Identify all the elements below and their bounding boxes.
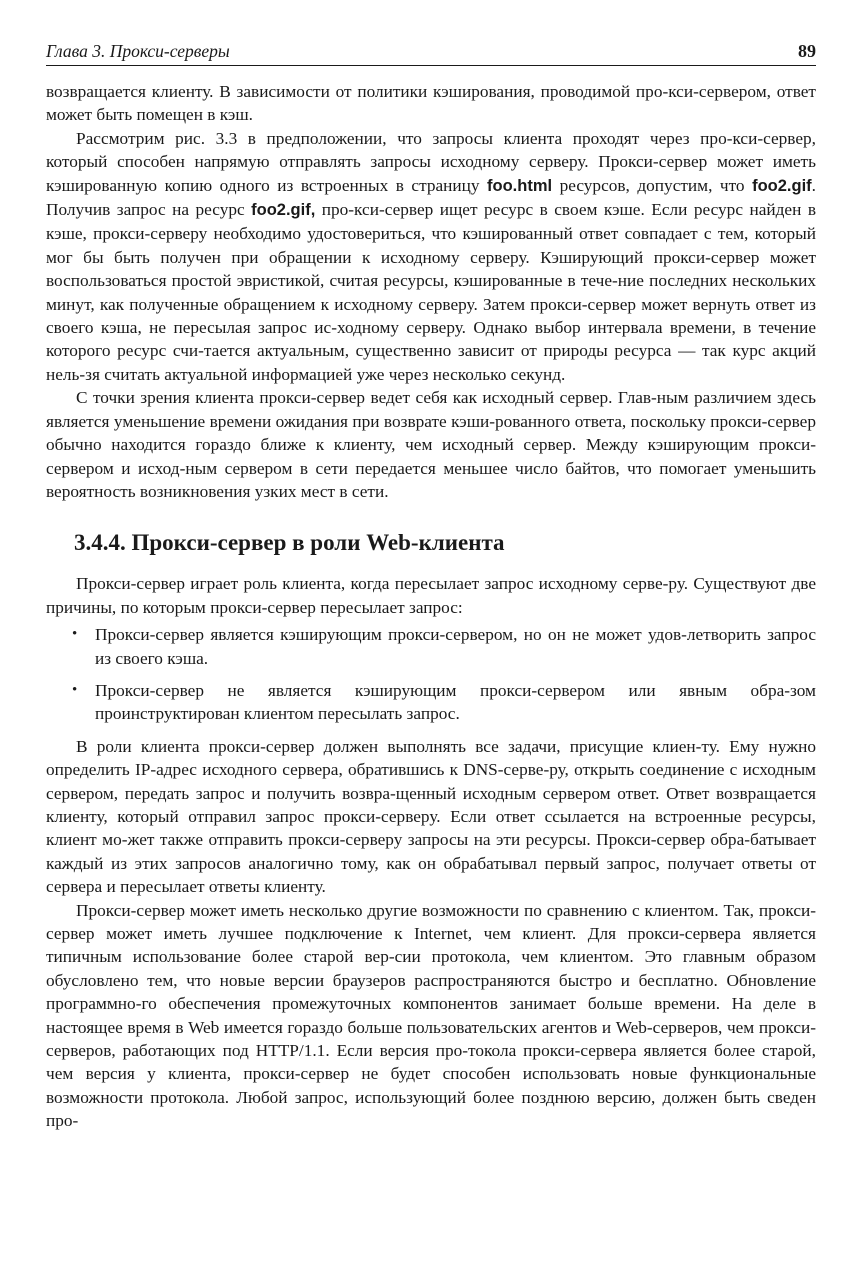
paragraph-text: ресурсов, допустим, что: [552, 175, 753, 195]
paragraph-cache-example: [46, 127, 816, 386]
paragraph-capabilities: Прокси-сервер может иметь несколько другие возможности по сравнению с клиентом. Так, прокси-сервер может иметь лучшее подключение к Internet, чем клиент. Для прокси-сервера является типичным использование более старой вер-сии протокола, чем клиентом. Это главным образом обусловлено тем, что новые версии браузеров распространяются быстро и бесплатно. Обновление программно-го обеспечения промежуточных компонентов занимает больше времени. На деле в настоящее время в Web имеется гораздо больше пользовательских агентов и Web-серверов, чем прокси-серверов, работающих под HTTP/1.1. Если версия про-токола прокси-сервера является более старой, чем версия у клиента, прокси-сервер не будет способен использовать новые функциональные возможности протокола. Любой запрос, использующий более позднюю версию, должен быть сведен про-: [46, 900, 816, 1131]
filename-foo-html: foo.html: [487, 176, 553, 195]
book-page: [46, 36, 816, 1133]
page-body: [46, 80, 816, 1133]
section-heading: 3.4.4. Прокси-сервер в роли Web-клиента: [74, 530, 505, 556]
paragraph-text: . Получив запрос на ресурс: [46, 175, 816, 220]
page-number: 89: [798, 41, 816, 61]
list-item-text: Прокси-сервер не является кэширующим прокси-сервером или явным обра-зом проинструктирован клиентом пересылать запрос.: [95, 680, 816, 724]
paragraph-continuation: возвращается клиенту. В зависимости от политики кэширования, проводимой про-кси-сервером, ответ может быть помещен в кэш.: [46, 82, 816, 125]
bullet-list: [46, 623, 816, 726]
filename-foo2-gif-2: foo2.gif,: [251, 201, 316, 220]
paragraph-client-view: С точки зрения клиента прокси-сервер ведет себя как исходный сервер. Глав-ным различием здесь является уменьшение времени ожидания при возврате кэши-рованного ответа, поскольку прокси-сервер обычно находится гораздо ближе к клиенту, чем исходный сервер. Между кэширующим прокси-сервером и исход-ным сервером в сети передается меньшее число байтов, что помогает уменьшить вероятность возникновения узких мест в сети.: [46, 388, 816, 501]
paragraph-text: Рассмотрим рис. 3.3 в предположении, что запросы клиента проходят через про-кси-сервер, который способен напрямую отправлять запросы исходному серверу. Прокси-сервер может иметь кэшированную копию одного из встроенных в страницу: [46, 128, 816, 195]
list-item: [46, 623, 816, 670]
paragraph-proxy-as-client: Прокси-сервер играет роль клиента, когда пересылает запрос исходному серве-ру. Существуют две причины, по которым прокси-сервер пересылает запрос:: [46, 574, 816, 617]
list-item-text: Прокси-сервер является кэширующим прокси-сервером, но он не может удов-летворить запрос из своего кэша.: [95, 625, 816, 668]
running-header: [46, 36, 816, 66]
paragraph-text: про-кси-сервер ищет ресурс в своем кэше. Если ресурс найден в кэше, прокси-серверу необходимо удостовериться, что кэшированный ответ совпадает с тем, который мог бы быть получен при обращении к исходному серверу. Кэширующий прокси-сервер может воспользоваться простой эвристикой, считая ресурсы, кэшированные в тече-ние последних нескольких минут, как полученные обращением к исходному серверу. Затем прокси-сервер может вернуть ответ из своего кэша, не пересылая запрос ис-ходному серверу. Однако выбор интервала времени, в течение которого ресурс счи-тается актуальным, существенно зависит от природы ресурса — так курс акций нель-зя считать актуальной информацией уже через несколько секунд.: [46, 200, 816, 384]
bullet-icon: •: [72, 681, 78, 698]
filename-foo2-gif: foo2.gif: [752, 176, 812, 195]
bullet-icon: •: [72, 626, 78, 643]
chapter-title: Глава 3. Прокси-серверы: [46, 41, 230, 61]
list-item: [46, 679, 816, 726]
paragraph-client-tasks: В роли клиента прокси-сервер должен выполнять все задачи, присущие клиен-ту. Ему нужно определить IP-адрес исходного сервера, обратившись к DNS-серве-ру, открыть соединение с исходным сервером, передать запрос и получить возвра-щенный исходным сервером ответ. Ответ возвращается клиенту, который отправил запрос прокси-серверу. Если ответ ссылается на встроенные ресурсы, клиент мо-жет также отправить прокси-серверу запросы на эти ресурсы. Прокси-сервер обра-батывает каждый из этих запросов аналогично тому, как он обрабатывал первый запрос, получает ответы от сервера и пересылает ответы клиенту.: [46, 736, 816, 897]
